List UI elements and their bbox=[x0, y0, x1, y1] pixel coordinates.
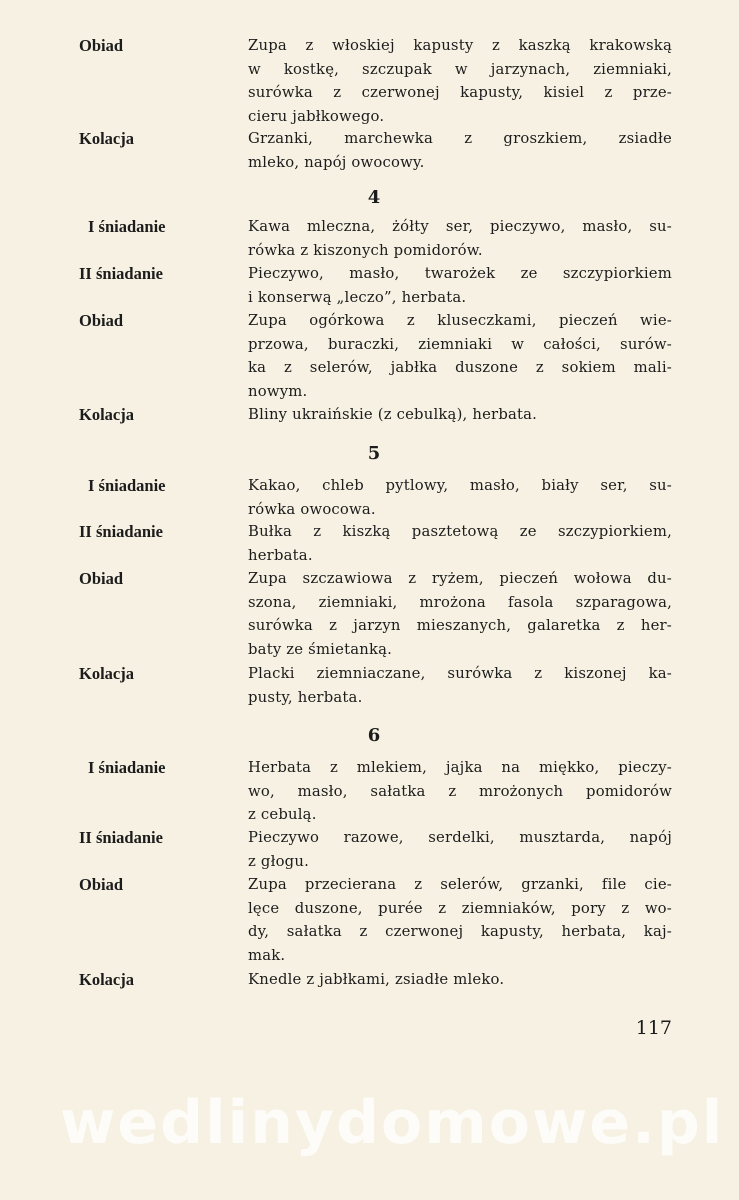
meal-label: I śniadanie bbox=[88, 217, 166, 236]
page-number: 117 bbox=[635, 1017, 672, 1039]
text-line: wo, masło, sałatka z mrożonych pomidorów bbox=[248, 782, 672, 800]
text-line: surówka z czerwonej kapusty, kisiel z prze- bbox=[248, 84, 672, 101]
text-line: przowa, buraczki, ziemniaki w całości, surów- bbox=[248, 335, 672, 353]
text-line: lęce duszone, purée z ziemniaków, pory z wo- bbox=[248, 899, 672, 917]
text-line: z głogu. bbox=[248, 852, 309, 870]
meal-label: I śniadanie bbox=[88, 758, 166, 777]
meal-description bbox=[248, 34, 672, 128]
meal-description bbox=[248, 756, 672, 827]
text-line: Bliny ukraińskie (z cebulką), herbata. bbox=[248, 406, 538, 423]
text-line: Zupa szczawiowa z ryżem, pieczeń wołowa du- bbox=[248, 570, 672, 587]
text-line: Pieczywo razowe, serdelki, musztarda, napój bbox=[248, 829, 672, 846]
meal-label: Kolacja bbox=[79, 405, 134, 424]
text-line: Pieczywo, masło, twarożek ze szczypiorkiem bbox=[248, 265, 672, 282]
text-line: Grzanki, marchewka z groszkiem, zsiadłe bbox=[248, 130, 672, 147]
meal-description bbox=[248, 215, 672, 262]
day-number: 4 bbox=[367, 187, 381, 208]
meal-description bbox=[248, 826, 672, 873]
meal-label: II śniadanie bbox=[79, 264, 163, 283]
meal-description bbox=[248, 662, 672, 709]
meal-description bbox=[248, 968, 672, 992]
meal-description bbox=[248, 309, 672, 403]
meal-label: Obiad bbox=[79, 875, 124, 894]
text-line: Bułka z kiszką pasztetową ze szczypiorkiem, bbox=[248, 523, 672, 540]
text-line: baty ze śmietanką. bbox=[248, 640, 393, 658]
text-line: z cebulą. bbox=[248, 806, 317, 823]
meal-description bbox=[248, 520, 672, 567]
day-number: 5 bbox=[367, 443, 381, 464]
meal-label: II śniadanie bbox=[79, 828, 163, 847]
text-line: cieru jabłkowego. bbox=[248, 107, 385, 125]
day-number: 6 bbox=[367, 725, 381, 746]
text-line: Zupa z włoskiej kapusty z kaszką krakowską bbox=[248, 37, 672, 54]
meal-label: Kolacja bbox=[79, 129, 134, 148]
meal-label: Obiad bbox=[79, 36, 124, 55]
meal-description bbox=[248, 474, 672, 521]
watermark: wedlinydomowe.pl bbox=[60, 1088, 725, 1158]
meal-description bbox=[248, 262, 672, 309]
text-line: Herbata z mlekiem, jajka na miękko, pieczy- bbox=[248, 759, 672, 776]
text-line: mleko, napój owocowy. bbox=[248, 153, 425, 171]
text-line: i konserwą „leczo”, herbata. bbox=[248, 288, 467, 306]
text-line: ka z selerów, jabłka duszone z sokiem mali- bbox=[248, 359, 672, 376]
text-line: Kawa mleczna, żółty ser, pieczywo, masło, su- bbox=[248, 218, 672, 235]
meal-label: Obiad bbox=[79, 569, 124, 588]
meal-label: II śniadanie bbox=[79, 522, 163, 541]
text-line: Knedle z jabłkami, zsiadłe mleko. bbox=[248, 971, 505, 988]
text-line: Kakao, chleb pytlowy, masło, biały ser, su- bbox=[248, 477, 672, 494]
text-line: w kostkę, szczupak w jarzynach, ziemniaki, bbox=[248, 60, 672, 78]
meal-description bbox=[248, 403, 672, 427]
text-line: Placki ziemniaczane, surówka z kiszonej ka- bbox=[248, 665, 672, 682]
meal-description bbox=[248, 567, 672, 661]
text-line: szona, ziemniaki, mrożona fasola szparagowa, bbox=[248, 593, 672, 611]
text-line: nowym. bbox=[248, 382, 308, 400]
meal-label: Kolacja bbox=[79, 664, 134, 683]
text-line: dy, sałatka z czerwonej kapusty, herbata, kaj- bbox=[248, 923, 672, 940]
text-line: pusty, herbata. bbox=[248, 688, 363, 706]
meal-description bbox=[248, 873, 672, 967]
meal-label: Obiad bbox=[79, 311, 124, 330]
meal-label: I śniadanie bbox=[88, 476, 166, 495]
text-line: rówka owocowa. bbox=[248, 500, 376, 518]
text-line: surówka z jarzyn mieszanych, galaretka z her- bbox=[248, 617, 672, 634]
meal-label: Kolacja bbox=[79, 970, 134, 989]
meal-description bbox=[248, 127, 672, 174]
text-line: herbata. bbox=[248, 546, 313, 564]
text-line: Zupa ogórkowa z kluseczkami, pieczeń wie- bbox=[248, 312, 672, 329]
text-line: mak. bbox=[248, 946, 286, 964]
text-line: Zupa przecierana z selerów, grzanki, file cie- bbox=[248, 876, 672, 893]
text-line: rówka z kiszonych pomidorów. bbox=[248, 241, 483, 259]
